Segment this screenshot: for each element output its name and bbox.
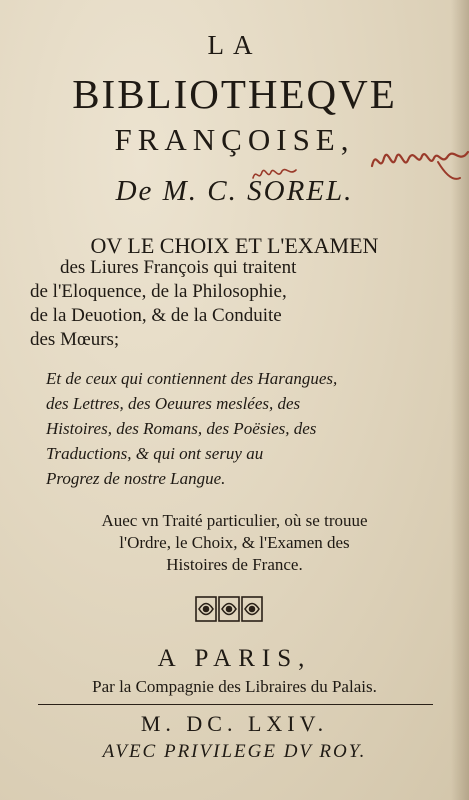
treatise-line: Histoires de France. bbox=[166, 555, 303, 574]
italic-line: Progrez de nostre Langue. bbox=[46, 469, 226, 488]
treatise-line: l'Ordre, le Choix, & l'Examen des bbox=[119, 533, 350, 552]
subtitle-block bbox=[30, 256, 440, 352]
subtitle-line: des Liures François qui traitent bbox=[60, 257, 297, 278]
imprint-publisher: Par la Compagnie des Libraires du Palais. bbox=[92, 677, 377, 696]
italic-block bbox=[46, 366, 426, 491]
italic-line: Histoires, des Romans, des Poësies, des bbox=[46, 419, 317, 438]
italic-line: Et de ceux qui contiennent des Harangues, bbox=[46, 369, 338, 388]
italic-line: Traductions, & qui ont seruy au bbox=[46, 444, 264, 463]
title-line-francoise: FRANÇOISE, bbox=[114, 122, 355, 157]
title-line-la: LA bbox=[207, 30, 262, 60]
handwritten-signature bbox=[368, 138, 469, 188]
subtitle-line: de la Deuotion, & de la Conduite bbox=[30, 305, 282, 326]
horizontal-rule bbox=[38, 704, 433, 705]
printer-ornament bbox=[194, 594, 264, 624]
italic-line: des Lettres, des Oeuures meslées, des bbox=[46, 394, 301, 413]
author-line: De M. C. SOREL. bbox=[115, 175, 354, 207]
imprint-year: M. DC. LXIV. bbox=[140, 711, 329, 736]
handwritten-mark bbox=[250, 162, 300, 184]
imprint-place: A PARIS, bbox=[157, 645, 312, 672]
subtitle-line: des Mœurs; bbox=[30, 329, 120, 350]
title-line-bibliotheque: BIBLIOTHEQVE bbox=[72, 71, 397, 117]
treatise-line: Auec vn Traité particulier, où se trouue bbox=[101, 511, 368, 530]
subtitle-line: de l'Eloquence, de la Philosophie, bbox=[30, 281, 287, 302]
treatise-block bbox=[0, 510, 469, 576]
privilege-line: AVEC PRIVILEGE DV ROY. bbox=[102, 741, 367, 762]
subtitle-caps: OV LE CHOIX ET L'EXAMEN bbox=[90, 233, 379, 258]
